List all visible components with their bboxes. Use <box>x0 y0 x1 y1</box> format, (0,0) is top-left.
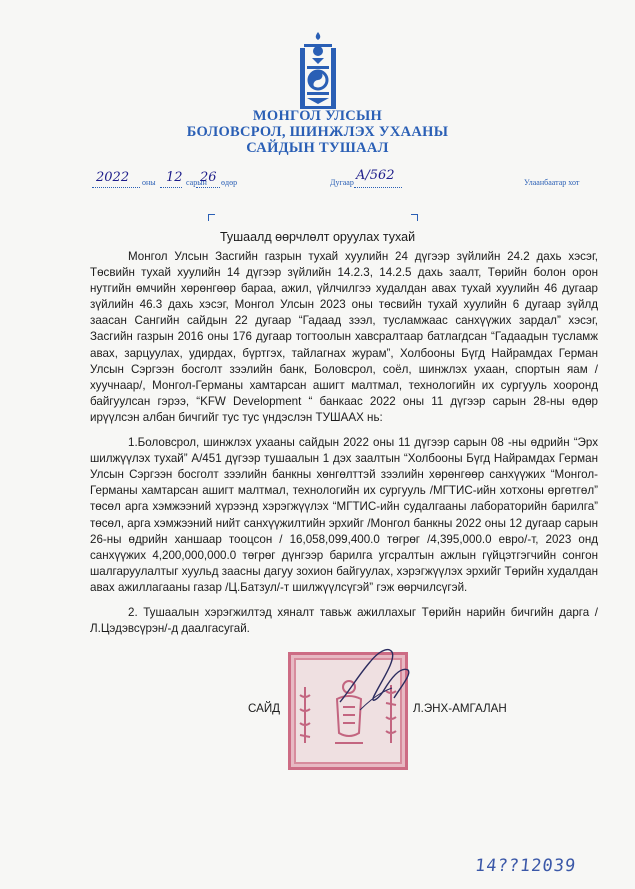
clause-2: 2. Тушаалын хэрэгжилтэд хяналт тавьж ажиллахыг Төрийн нарийн бичгийн дарга /Л.Цэдэвсүрэн/-д даалгасугай. <box>90 605 598 636</box>
order-body <box>90 249 598 646</box>
soyombo-emblem-icon <box>294 30 342 112</box>
date-day: 26 <box>200 170 217 185</box>
order-number: A/562 <box>356 168 395 183</box>
clause-1: 1.Боловсрол, шинжлэх ухааны сайдын 2022 оны 11 дүгээр сарын 08 -ны өдрийн “Эрх шилжүүлэх тухай” А/451 дүгээр тушаалын 1 дэх заалтын “Холбооны Бүгд Найрамдах Герман Улсын Сэргээн босголт зээлийн банкны хөнгөлттэй зээлийн хөрөнгөөр санхүүжих “Монгол-Германы хамтарсан ашигт малтмал, технологийн их сургууль /МГТИС-ийн хотхоны өргөтгөл” төсөл арга хэмжээний хүрээнд хэрэгжүүлэх “МГТИС-ийн судалгааны лабораторийн барилга” төсөл, арга хэмжээний нийт санхүүжилтийн эрхийг /Монгол банкны 2022 оны 12 дугаар сарын 26-ны өдрийн ханшаар тооцсон / 16,058,099,400.0 төгрөг /4,395,000.0 евро/-т, 2023 онд санхүүжих 4,200,000,000.0 төгрөг дүнгээр барилга угсралтын ажлын гүйцэтгэгчийн сонгон шалгаруулалтыг хуульд заасны дагуу зохион байгуулах, хэрэгжүүлэх эрхийг Төрийн худалдан авах ажиллагааны газар /Ц.Батзул/-т шилжүүлсүгэй” гэж өөрчилсүгэй. <box>90 436 598 594</box>
number-label: Дугаар <box>330 178 354 187</box>
seal-script-left-icon <box>297 685 313 745</box>
order-type: САЙДЫН ТУШААЛ <box>246 140 389 156</box>
signatory-title: САЙД <box>248 702 281 715</box>
city: Улаанбаатар хот <box>524 178 580 187</box>
day-label: өдөр <box>221 178 238 187</box>
month-label: сарын <box>186 178 207 187</box>
order-title: Тушаалд өөрчлөлт оруулах тухай <box>219 230 416 244</box>
handwritten-signature-icon <box>330 640 420 720</box>
preamble-paragraph: Монгол Улсын Засгийн газрын тухай хуулийн 24 дүгээр зүйлийн 24.2 дахь хэсэг, Төсвийн тухай хуулийн 14 дүгээр зүйлийн 14.2.3, 14.2.5 дахь заалт, Төрийн болон орон нутгийн өмчийн хөрөнгөөр бараа, ажил, үйлчилгээ худалдан авах тухай хуулийн 46 дугаар зүйлийн 46.3 дахь хэсэг, Монгол Улсын 2023 оны төсвийн тухай хуулийн 6 дугаар зүйлд заасан Сангийн сайдын 22 дугаар “Гадаад зээл, тусламжаас санхүүжих зардал” хэсэг, Засгийн газрын 2016 оны 176 дугаар тогтоолын хавсралтаар батлагдсан “Гадаадын тусламж авах, зарцуулах, удирдах, бүртгэх, тайлагнах журам”, Холбооны Бүгд Найрамдах Герман Улсын Сэргээн босголт зээлийн банк, Боловсрол, соёл, шинжлэх ухаан, спортын яам /хуучнаар/, Монгол-Германы хамтарсан ашигт малтмал, технологийн их сургууль хооронд байгуулсан гэрээ, “KFW Development “ банкаас 2022 оны 11 дүгээр сарын 28-ны өдөр ирүүлсэн албан бичгийг тус тус үндэслэн ТУШААХ нь: <box>90 250 598 424</box>
title-corner-left <box>208 214 215 221</box>
title-corner-right <box>411 214 418 221</box>
date-year: 2022 <box>96 170 130 185</box>
ministry-name: БОЛОВСРОЛ, ШИНЖЛЭХ УХААНЫ <box>186 124 449 140</box>
ministry-country: МОНГОЛ УЛСЫН <box>252 108 383 124</box>
date-line <box>0 170 635 192</box>
signatory-name: Л.ЭНХ-АМГАЛАН <box>413 702 507 715</box>
year-label: оны <box>142 178 156 187</box>
registration-number: 14??12039 <box>473 856 578 876</box>
date-month: 12 <box>166 170 183 185</box>
